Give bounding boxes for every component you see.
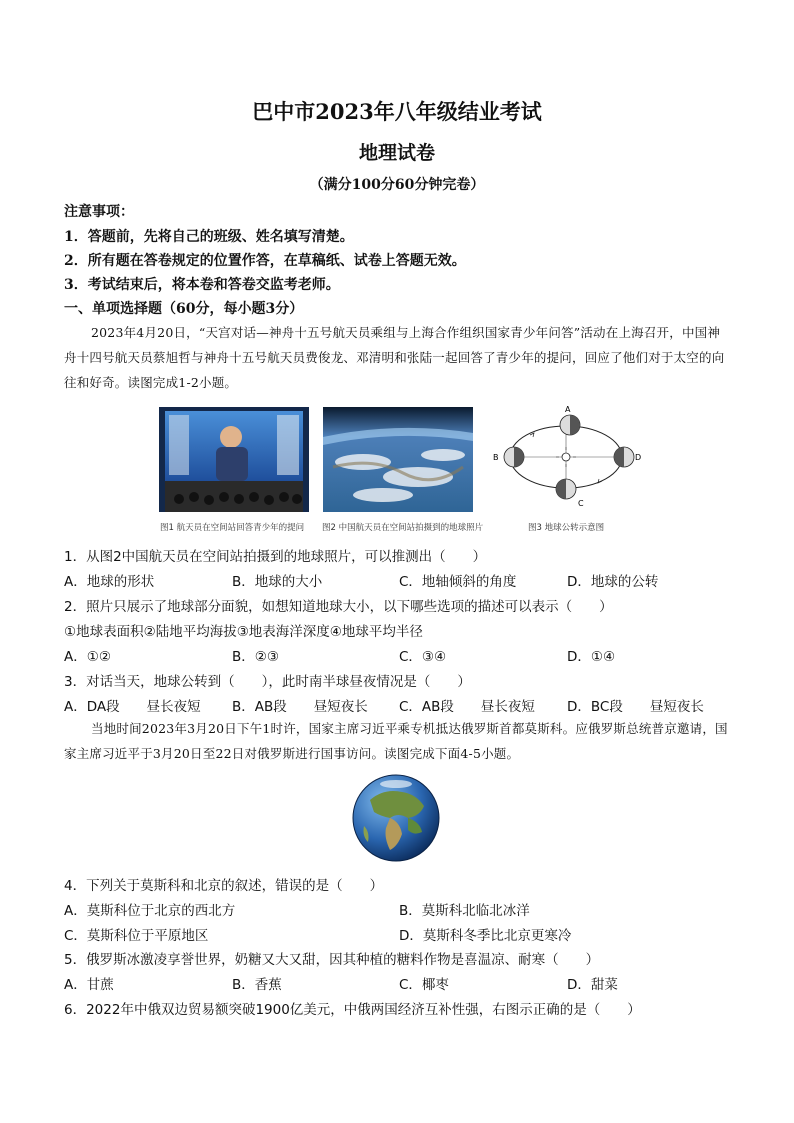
- q2-option-b: B．②③: [232, 649, 279, 665]
- q3-option-c: C．AB段 昼长夜短: [399, 699, 535, 715]
- q2-option-a: A．①②: [64, 649, 111, 665]
- q3-option-b: B．AB段 昼短夜长: [232, 699, 368, 715]
- q5-option-c: C．椰枣: [399, 977, 449, 993]
- notice-heading: 注意事项：: [64, 204, 134, 220]
- q3-stem: 3．对话当天，地球公转到（ ），此时南半球昼夜情况是（ ）: [64, 674, 471, 690]
- q4-option-d: D．莫斯科冬季比北京更寒冷: [399, 928, 572, 944]
- q2-choices: ①地球表面积②陆地平均海拔③地表海洋深度④地球平均半径: [64, 624, 423, 640]
- q3-option-d: D．BC段 昼短夜长: [567, 699, 704, 715]
- label-c: C: [578, 499, 584, 508]
- q1-stem: 1．从图2中国航天员在空间站拍摄到的地球照片，可以推测出（ ）: [64, 549, 487, 565]
- exam-title: 巴中市2023年八年级结业考试: [252, 99, 542, 124]
- q4-option-c: C．莫斯科位于平原地区: [64, 928, 209, 944]
- q1-option-a: A．地球的形状: [64, 574, 155, 590]
- q1-option-d: D．地球的公转: [567, 574, 659, 590]
- figure-1-caption: 图1 航天员在空间站回答青少年的提问: [160, 523, 305, 533]
- figure-3-orbit-diagram: [490, 403, 642, 513]
- section-heading: 一、单项选择题（60分，每小题3分）: [64, 301, 304, 317]
- earth-photo-image: [323, 407, 473, 512]
- q3-option-a: A．DA段 昼长夜短: [64, 699, 201, 715]
- figure-2-earth-photo: [323, 407, 473, 512]
- q5-option-b: B．香蕉: [232, 977, 282, 993]
- q4-option-b: B．莫斯科北临北冰洋: [399, 903, 530, 919]
- subject-title: 地理试卷: [358, 142, 435, 164]
- q4-stem: 4．下列关于莫斯科和北京的叙述，错误的是（ ）: [64, 878, 384, 894]
- figure-2-caption: 图2 中国航天员在空间站拍摄到的地球照片: [322, 523, 484, 533]
- q4-option-a: A．莫斯科位于北京的西北方: [64, 903, 236, 919]
- q1-option-c: C．地轴倾斜的角度: [399, 574, 517, 590]
- q6-stem: 6．2022年中俄双边贸易额突破1900亿美元，中俄两国经济互补性强，右图示正确的是（ ）: [64, 1002, 641, 1018]
- q2-stem: 2．照片只展示了地球部分面貌，如想知道地球大小，以下哪些选项的描述可以表示（ ）: [64, 599, 613, 615]
- q5-option-d: D．甜菜: [567, 977, 618, 993]
- earth-orbit-diagram: [490, 403, 642, 513]
- q5-stem: 5．俄罗斯冰激凌享誉世界，奶糖又大又甜，因其种植的糖料作物是喜温凉、耐寒（ ）: [64, 952, 600, 968]
- figure-1-astronaut-photo: [159, 407, 309, 512]
- label-d: D: [635, 453, 642, 462]
- notice-item-3: 3．考试结束后，将本卷和答卷交监考老师。: [64, 277, 340, 293]
- notice-item-1: 1．答题前，先将自己的班级、姓名填写清楚。: [64, 229, 354, 245]
- q1-option-b: B．地球的大小: [232, 574, 323, 590]
- label-a: A: [565, 405, 571, 414]
- notice-item-2: 2．所有题在答卷规定的位置作答，在草稿纸、试卷上答题无效。: [64, 253, 466, 269]
- astronaut-photo-image: [159, 407, 309, 512]
- q2-option-d: D．①④: [567, 649, 616, 665]
- globe-figure: [350, 772, 442, 864]
- figure-3-caption: 图3 地球公转示意图: [528, 523, 605, 533]
- globe-image: [350, 772, 442, 864]
- passage-2: 当地时间2023年3月20日下午1时许，国家主席习近平乘专机抵达俄罗斯首都莫斯科。应俄罗斯总统普京邀请，国家主席习近平于3月20日至22日对俄罗斯进行国事访问。读图完成下面4-5小题。: [64, 721, 728, 761]
- score-note: （满分100分60分钟完卷）: [309, 177, 485, 193]
- sun-icon: [562, 453, 570, 461]
- q5-option-a: A．甘蔗: [64, 977, 114, 993]
- passage-1: 2023年4月20日，“天宫对话—神舟十五号航天员乘组与上海合作组织国家青少年问答”活动在上海召开，中国神舟十四号航天员蔡旭哲与神舟十五号航天员费俊龙、邓清明和张陆一起回答了青少年的提问，回应了他们对于太空的向往和好奇。读图完成1-2小题。: [64, 325, 725, 390]
- label-b: B: [493, 453, 499, 462]
- q2-option-c: C．③④: [399, 649, 447, 665]
